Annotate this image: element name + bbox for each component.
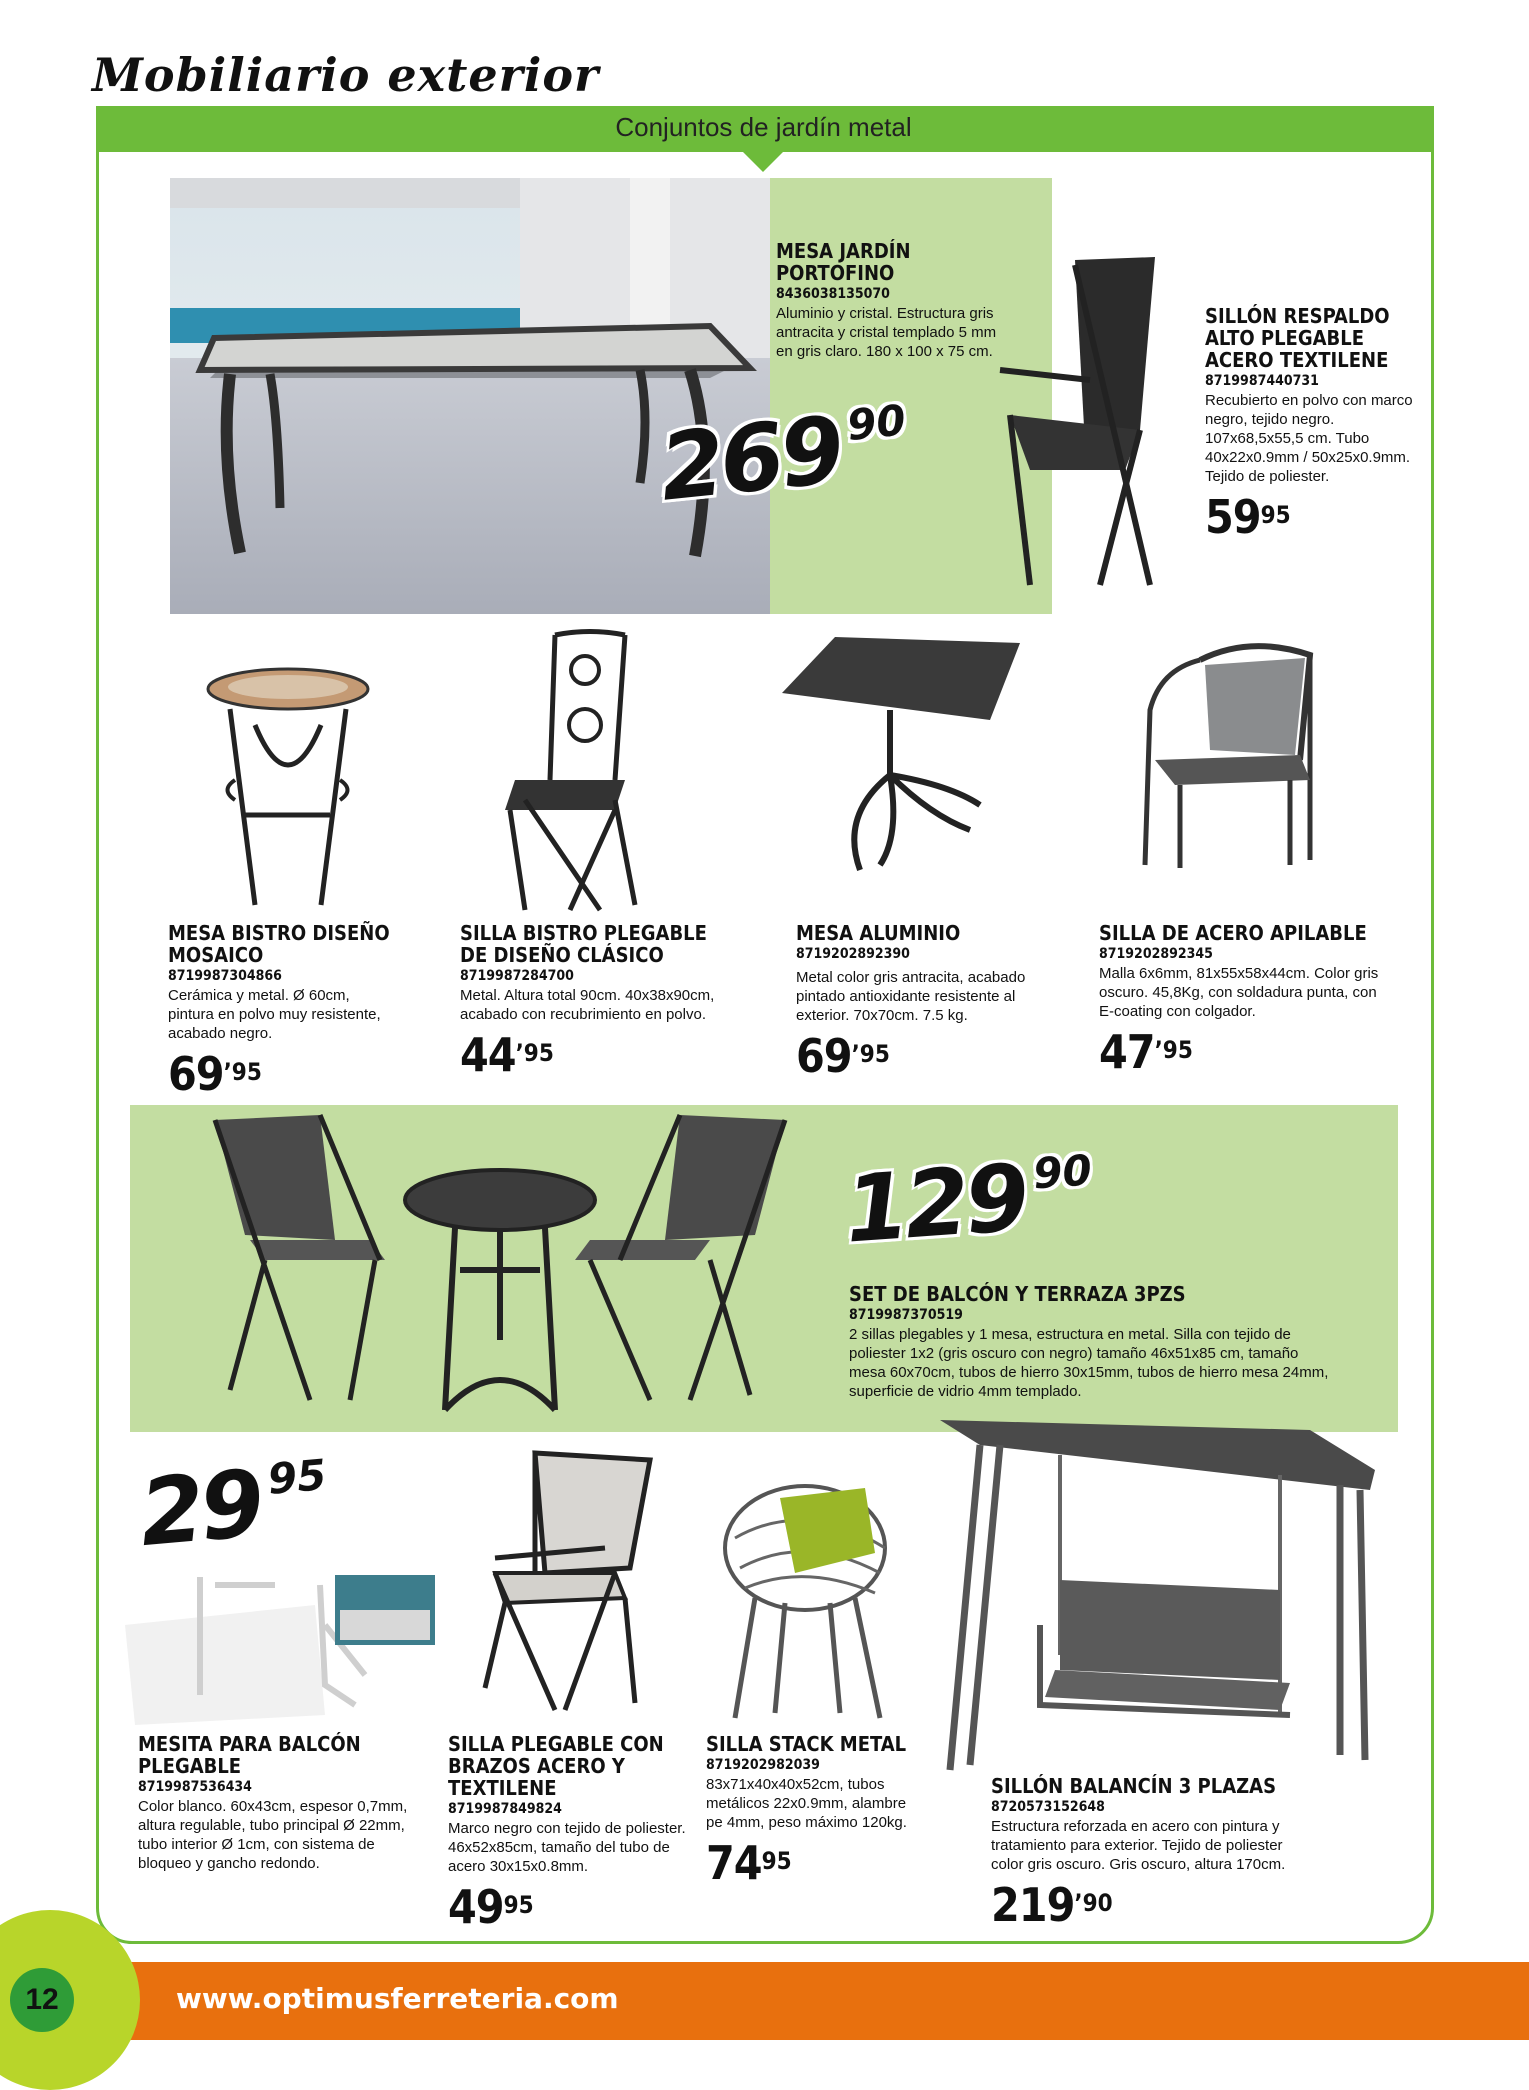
- product-desc: Malla 6x6mm, 81x55x58x44cm. Color gris oscuro. 45,8Kg, con soldadura punta, con E-coating con colgador.: [1099, 965, 1379, 1020]
- product-desc: Aluminio y cristal. Estructura gris antracita y cristal templado 5 mm en gris claro. 180 x 100 x 75 cm.: [776, 305, 997, 360]
- product-name: MESA ALUMINIO: [796, 921, 961, 945]
- price-integer: 74: [706, 1836, 762, 1890]
- product-code: 8719202982039: [706, 1757, 820, 1773]
- product-desc: Recubierto en polvo con marco negro, tejido negro. 107x68,5x55,5 cm. Tubo 40x22x0.9mm / 50x25x0.9mm. Tejido de poliester.: [1205, 392, 1413, 485]
- section-arrow: [741, 150, 785, 172]
- product-code: 8719202892390: [796, 946, 910, 962]
- price-integer: 69: [168, 1047, 224, 1101]
- product-name: MESA JARDÍN PORTOFINO: [776, 239, 911, 285]
- footer-url[interactable]: www.optimusferreteria.com: [176, 1982, 619, 2015]
- price-decimal: ’95: [223, 1058, 262, 1086]
- product-name: MESITA PARA BALCÓN PLEGABLE: [138, 1732, 361, 1778]
- product-price: [1205, 492, 1420, 542]
- price-decimal: ’95: [1154, 1036, 1193, 1064]
- silla-bistro-image: [495, 630, 655, 915]
- price-integer: 49: [448, 1880, 504, 1934]
- price-integer: 47: [1099, 1025, 1155, 1079]
- product-price: [991, 1880, 1291, 1930]
- product-name: SILLÓN RESPALDO ALTO PLEGABLE ACERO TEXTILENE: [1205, 304, 1390, 372]
- product-desc: Marco negro con tejido de poliester. 46x52x85cm, tamaño del tubo de acero 30x15x0.8mm.: [448, 1820, 686, 1875]
- mesita-balcon-price: [136, 1444, 333, 1567]
- product-price: [168, 1049, 398, 1099]
- price-integer: 69: [796, 1029, 852, 1083]
- price-decimal: 95: [761, 1847, 792, 1875]
- price-integer: 129: [841, 1144, 1029, 1264]
- product-price: [1099, 1027, 1389, 1077]
- product-name: MESA BISTRO DISEÑO MOSAICO: [168, 921, 390, 967]
- product-code: 8719987370519: [849, 1307, 963, 1323]
- price-integer: 219: [991, 1878, 1075, 1932]
- set-balcon-text: [849, 1283, 1339, 1401]
- mesa-aluminio-image: [780, 635, 1025, 875]
- product-price: [796, 1031, 1046, 1081]
- silla-apilable-image: [1140, 640, 1320, 870]
- product-desc: Metal color gris antracita, acabado pintado antioxidante resistente al exterior. 70x70cm. 7.5 kg.: [796, 969, 1026, 1024]
- price-decimal: 95: [265, 1449, 329, 1504]
- product-name: SILLA BISTRO PLEGABLE DE DISEÑO CLÁSICO: [460, 921, 707, 967]
- product-code: 8719987536434: [138, 1779, 252, 1795]
- product-desc: Estructura reforzada en acero con pintura y tratamiento para exterior. Tejido de poliester color gris oscuro. Gris oscuro, altura 170cm.: [991, 1818, 1286, 1873]
- silla-apilable-text: [1099, 922, 1389, 1077]
- product-name: SILLA DE ACERO APILABLE: [1099, 921, 1367, 945]
- product-desc: 2 sillas plegables y 1 mesa, estructura en metal. Silla con tejido de poliester 1x2 (gris oscuro con negro) tamaño 46x51x85 cm, tamaño mesa 60x70cm, tubos de hierro 30x15mm, tubos de hierro mesa 24mm, superficie de vidrio 4mm templado.: [849, 1326, 1329, 1400]
- silla-bistro-text: [460, 922, 720, 1080]
- product-name: SILLÓN BALANCÍN 3 PLAZAS: [991, 1774, 1277, 1798]
- section-bar: [96, 106, 1431, 152]
- product-code: 8719987304866: [168, 968, 282, 984]
- product-desc: 83x71x40x40x52cm, tubos metálicos 22x0.9mm, alambre pe 4mm, peso máximo 120kg.: [706, 1776, 907, 1831]
- product-desc: Color blanco. 60x43cm, espesor 0,7mm, altura regulable, tubo principal Ø 22mm, tubo interior Ø 1cm, con sistema de bloqueo y gancho redondo.: [138, 1798, 408, 1872]
- portofino-photo: [170, 178, 770, 614]
- product-desc: Cerámica y metal. Ø 60cm, pintura en polvo muy resistente, acabado negro.: [168, 987, 381, 1042]
- product-price: [448, 1882, 688, 1932]
- product-code: 8719987849824: [448, 1801, 562, 1817]
- footer-bar: [0, 1962, 1529, 2040]
- product-name: SET DE BALCÓN Y TERRAZA 3PZS: [849, 1282, 1186, 1306]
- balancin-image: [940, 1415, 1380, 1775]
- price-decimal: 90: [1031, 1145, 1094, 1199]
- price-integer: 59: [1205, 490, 1261, 544]
- product-desc: Metal. Altura total 90cm. 40x38x90cm, acabado con recubrimiento en polvo.: [460, 987, 715, 1023]
- price-decimal: ’95: [515, 1039, 554, 1067]
- product-code: 8436038135070: [776, 286, 890, 302]
- product-code: 8719987284700: [460, 968, 574, 984]
- portofino-text: [776, 240, 1016, 361]
- product-code: 8719987440731: [1205, 373, 1319, 389]
- price-integer: 269: [655, 396, 846, 522]
- mesa-aluminio-text: [796, 922, 1046, 1081]
- set-balcon-price: [842, 1139, 1097, 1263]
- sillon-respaldo-text: [1205, 305, 1420, 542]
- page-title: Mobiliario exterior: [92, 48, 600, 102]
- product-code: 8720573152648: [991, 1799, 1105, 1815]
- price-integer: 44: [460, 1028, 516, 1082]
- section-title: Conjuntos de jardín metal: [615, 112, 912, 142]
- price-decimal: 90: [844, 395, 908, 451]
- mesa-bistro-text: [168, 922, 398, 1099]
- product-price: [706, 1838, 916, 1888]
- product-code: 8719202892345: [1099, 946, 1213, 962]
- balancin-text: [991, 1775, 1291, 1930]
- page-number: 12: [10, 1968, 74, 2032]
- price-decimal: 95: [1260, 501, 1291, 529]
- silla-stack-text: [706, 1733, 916, 1888]
- price-decimal: 95: [503, 1891, 534, 1919]
- silla-stack-image: [715, 1478, 900, 1723]
- mesita-balcon-image: [125, 1565, 440, 1730]
- price-decimal: ’90: [1074, 1889, 1113, 1917]
- mesita-balcon-text: [138, 1733, 418, 1873]
- price-integer: 29: [135, 1449, 265, 1568]
- price-decimal: ’95: [851, 1040, 890, 1068]
- silla-brazos-image: [475, 1448, 655, 1713]
- product-name: SILLA PLEGABLE CON BRAZOS ACERO Y TEXTILENE: [448, 1732, 664, 1800]
- sillon-respaldo-image: [990, 255, 1165, 590]
- silla-brazos-text: [448, 1733, 688, 1932]
- product-price: [460, 1030, 720, 1080]
- mesa-bistro-image: [200, 665, 375, 915]
- set-balcon-image: [210, 1110, 790, 1430]
- product-name: SILLA STACK METAL: [706, 1732, 907, 1756]
